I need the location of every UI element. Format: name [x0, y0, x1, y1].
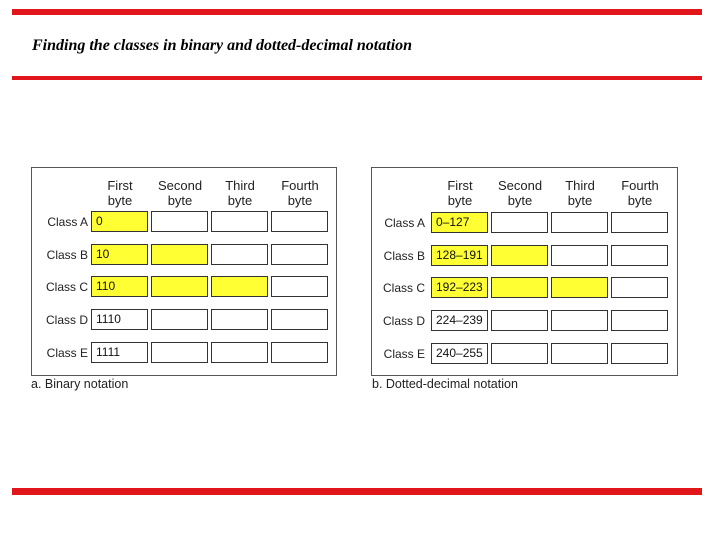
- class-row-label: Class C: [45, 280, 88, 295]
- byte-cell: [151, 342, 208, 363]
- column-header-line: Fourth: [281, 178, 319, 193]
- byte-cell: [151, 244, 208, 265]
- byte-cell: [491, 212, 548, 233]
- column-header-line: byte: [627, 193, 653, 208]
- class-row-label: Class B: [383, 248, 425, 263]
- byte-cell: [491, 343, 548, 364]
- column-header-3: [210, 178, 270, 208]
- byte-cell: [151, 211, 208, 232]
- byte-cell: [271, 342, 328, 363]
- first-byte-cell: 10: [91, 244, 148, 265]
- top-divider-bar: [12, 9, 702, 15]
- byte-cell: [491, 310, 548, 331]
- byte-cell: [211, 276, 268, 297]
- byte-cell: [551, 310, 608, 331]
- first-byte-cell: 128–191: [431, 245, 488, 266]
- byte-cell: [271, 309, 328, 330]
- byte-cell: [211, 342, 268, 363]
- first-byte-cell: 0: [91, 211, 148, 232]
- column-header-line: Third: [565, 178, 595, 193]
- dotted-decimal-notation-table: [371, 167, 678, 376]
- byte-cell: [271, 244, 328, 265]
- column-header-line: byte: [567, 193, 593, 208]
- column-header-line: byte: [447, 193, 473, 208]
- column-header-3: [550, 178, 610, 208]
- byte-cell: [611, 245, 668, 266]
- byte-cell: [211, 309, 268, 330]
- byte-cell: [611, 212, 668, 233]
- byte-cell: [211, 244, 268, 265]
- class-row-label: Class D: [382, 314, 425, 329]
- class-row-label: Class D: [45, 313, 88, 328]
- class-row-label: Class A: [47, 215, 88, 229]
- byte-cell: [211, 211, 268, 232]
- column-header-line: Second: [497, 178, 543, 193]
- class-row-label: Class B: [46, 247, 88, 262]
- column-header-2: [490, 178, 550, 208]
- column-header-line: Fourth: [621, 178, 659, 193]
- column-header-1: [430, 178, 490, 208]
- binary-notation-caption: a. Binary notation: [31, 377, 129, 391]
- byte-cell: [271, 276, 328, 297]
- column-header-line: byte: [227, 193, 253, 208]
- column-header-line: byte: [167, 193, 193, 208]
- column-header-line: byte: [287, 193, 313, 208]
- first-byte-cell: 110: [91, 276, 148, 297]
- byte-cell: [491, 245, 548, 266]
- bottom-divider-bar: [12, 488, 702, 495]
- byte-cell: [551, 343, 608, 364]
- dotted-decimal-notation-caption: b. Dotted-decimal notation: [372, 377, 518, 391]
- first-byte-cell: 224–239: [431, 310, 488, 331]
- first-byte-cell: 192–223: [431, 277, 488, 298]
- column-header-4: [610, 178, 670, 208]
- byte-cell: [551, 277, 608, 298]
- byte-cell: [151, 276, 208, 297]
- byte-cell: [611, 343, 668, 364]
- class-row-label: Class C: [382, 281, 425, 296]
- column-header-line: byte: [507, 193, 533, 208]
- byte-cell: [611, 310, 668, 331]
- column-header-line: Third: [225, 178, 255, 193]
- column-header-line: byte: [107, 193, 133, 208]
- byte-cell: [151, 309, 208, 330]
- slide-title: Finding the classes in binary and dotted-decimal notation: [32, 37, 413, 54]
- column-header-line: Second: [157, 178, 203, 193]
- byte-cell: [551, 245, 608, 266]
- column-header-1: [90, 178, 150, 208]
- column-header-line: First: [447, 178, 473, 193]
- column-header-2: [150, 178, 210, 208]
- class-row-label: Class E: [46, 345, 88, 360]
- first-byte-cell: 1110: [91, 309, 148, 330]
- class-row-label: Class E: [383, 346, 425, 361]
- first-byte-cell: 1111: [91, 342, 148, 363]
- title-divider-bar: [12, 76, 702, 80]
- byte-cell: [491, 277, 548, 298]
- byte-cell: [271, 211, 328, 232]
- byte-cell: [611, 277, 668, 298]
- column-header-line: First: [107, 178, 133, 193]
- first-byte-cell: 0–127: [431, 212, 488, 233]
- column-header-4: [270, 178, 330, 208]
- binary-notation-table: [31, 167, 337, 376]
- byte-cell: [551, 212, 608, 233]
- class-row-label: Class A: [384, 216, 425, 230]
- first-byte-cell: 240–255: [431, 343, 488, 364]
